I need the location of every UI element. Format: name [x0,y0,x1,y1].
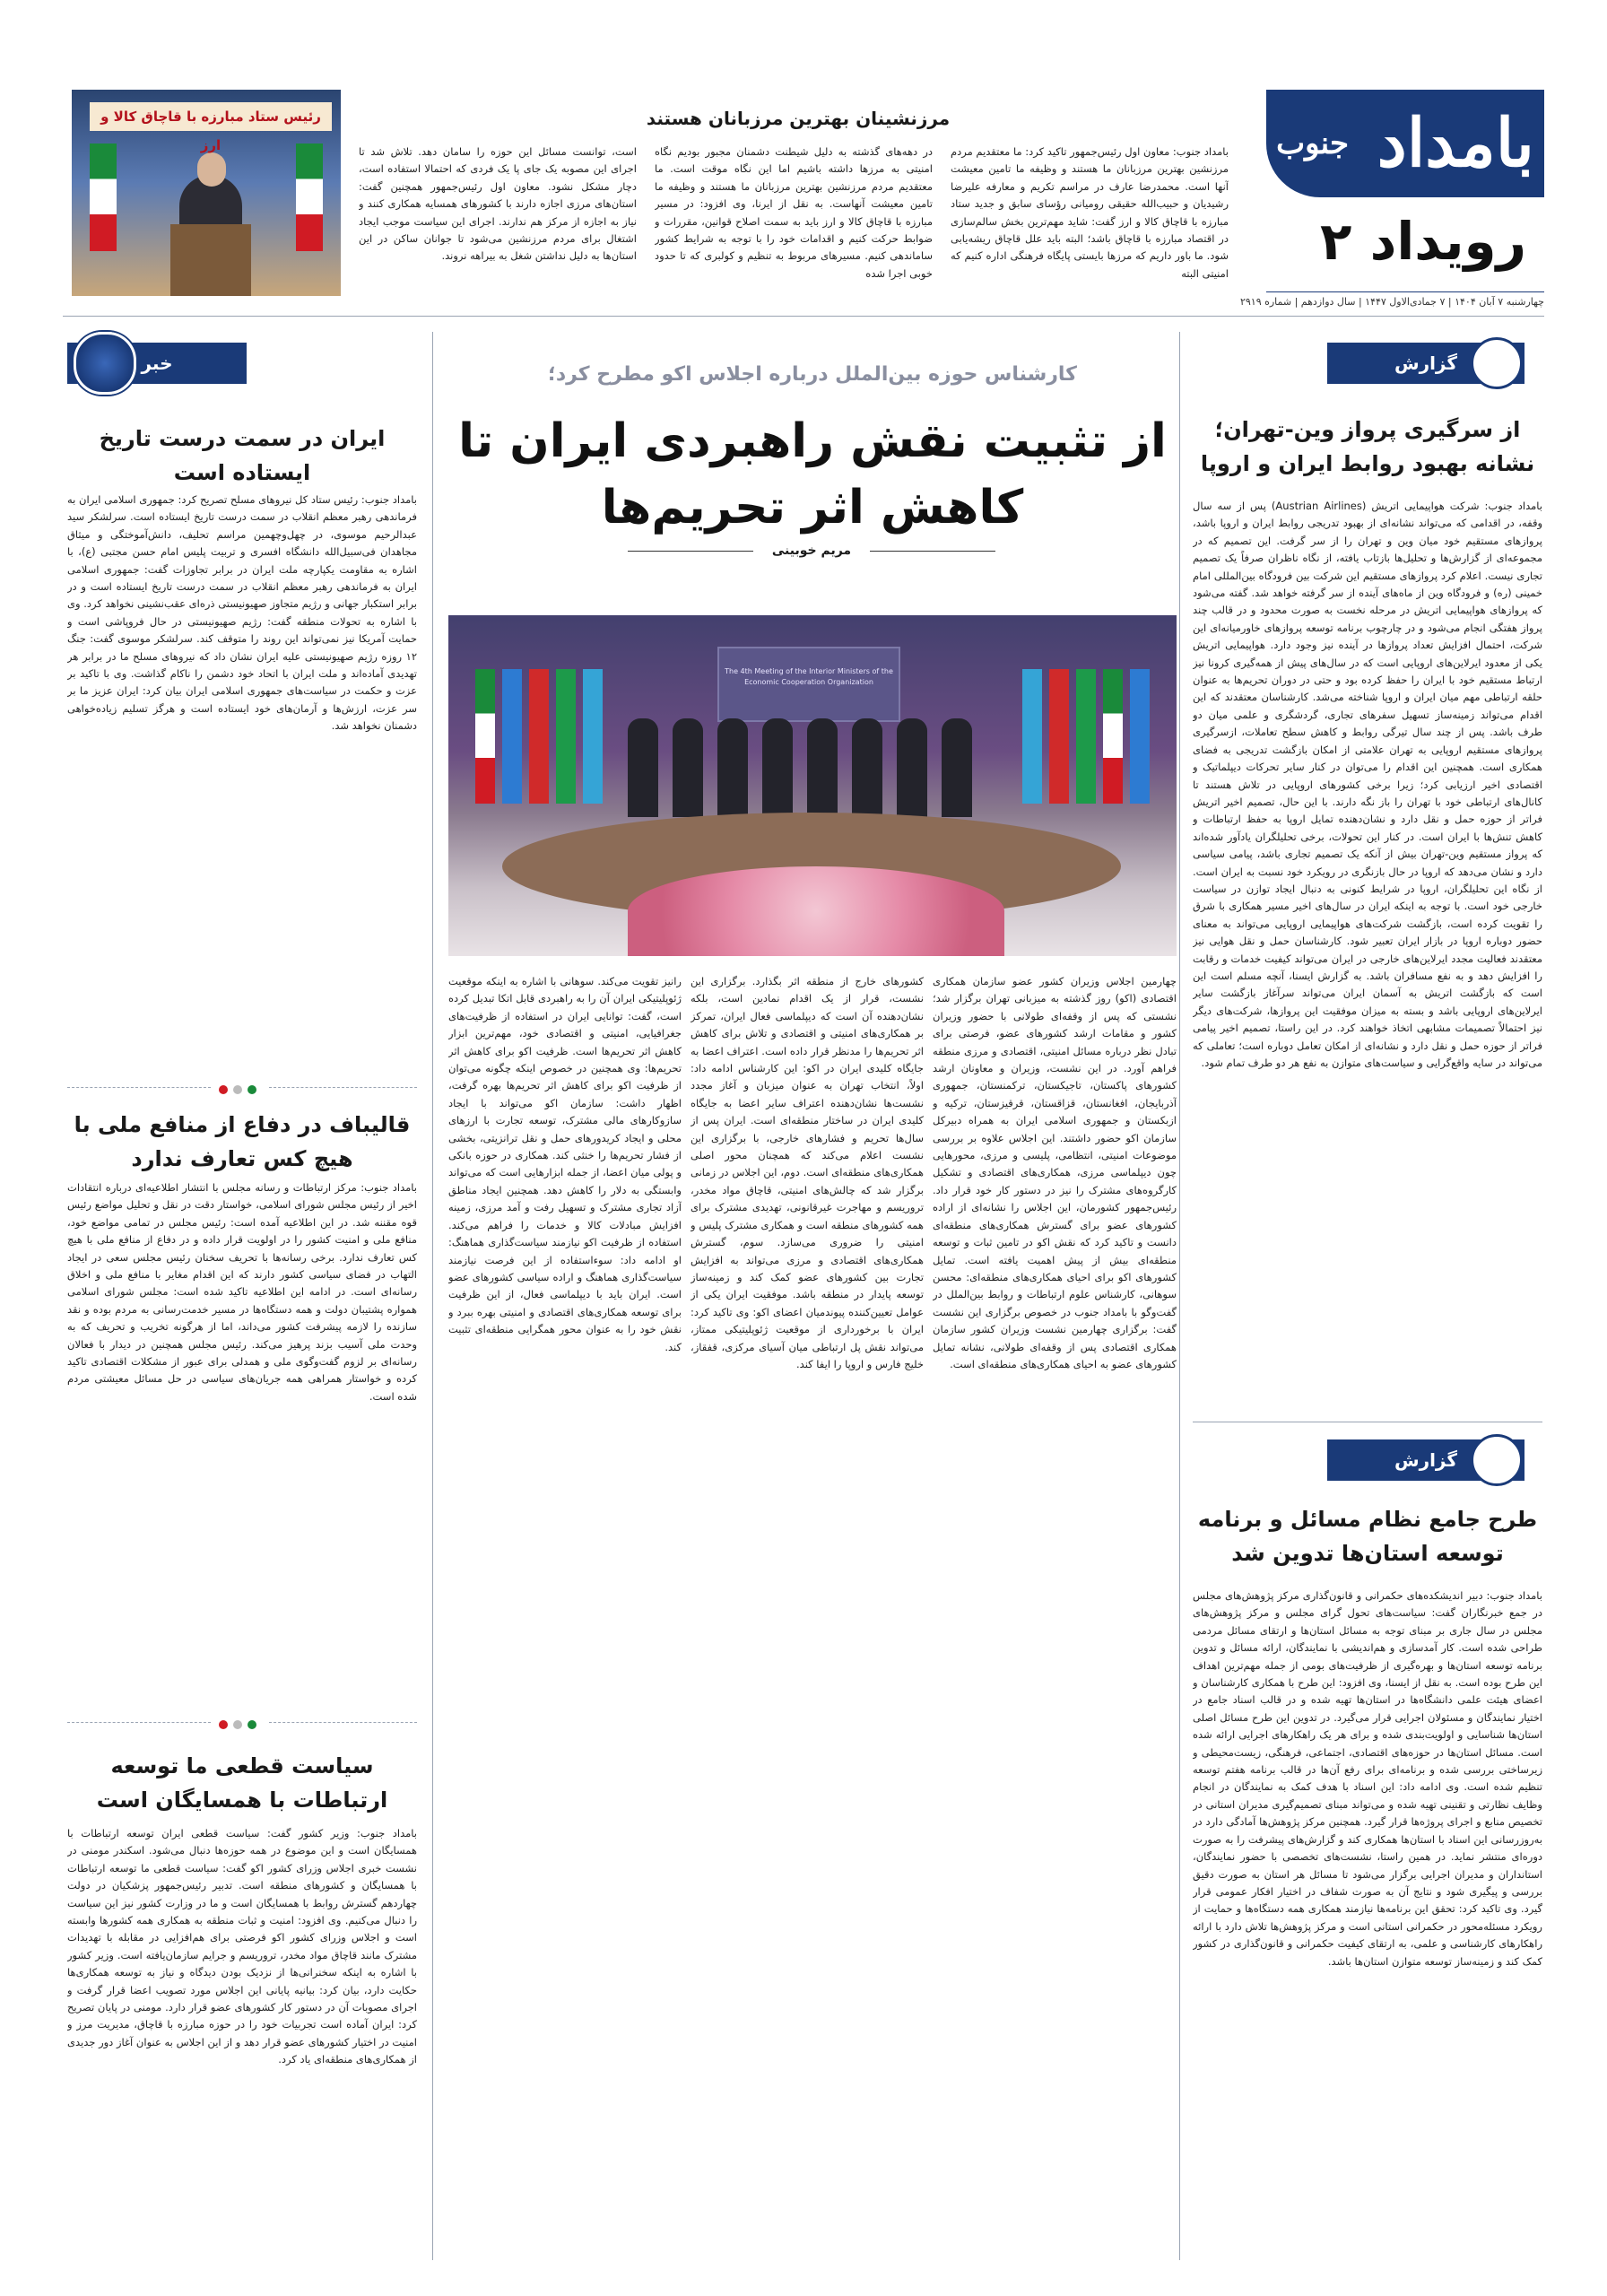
dot-green [248,1085,256,1094]
report-badge-label: گزارش [1394,352,1458,374]
delegate-figure [717,718,748,817]
top-story-photo [72,90,341,296]
news1-headline: ایران در سمت درست تاریخ ایستاده است [99,426,386,485]
report-icon [1471,337,1523,389]
news3-headline: سیاست قطعی ما توسعه ارتباطات با همسایگان است [96,1753,388,1813]
flower-arrangement [628,866,1004,956]
news1-body: بامداد جنوب: رئیس ستاد کل نیروهای مسلح تصریح کرد: جمهوری اسلامی ایران به فرماندهی رهبر معظم انقلاب در سمت درست تاریخ ایستاده است. سرلشکر سید عبدالرحیم موسوی، در چهل‌وچهمین مراسم تحلیف، دانش‌آموختگی و میثاق مجاهدان فی‌سبیل‌الله دانشگاه افسری و تربیت پلیس امام حسن مجتبی (ع)، با اشاره به مقاومت یکپارچه ملت ایران در برابر تجاوزات گفت: جمهوری اسلامی ایران به فرماندهی رهبر معظم انقلاب در سمت درست تاریخ ایستاده است و در برابر استکبار جهانی و رژیم متجاوز صهیونیستی ذره‌ای عقب‌نشینی نخواهد کرد. وی با اشاره به تحولات منطقه گفت: رژیم صهیونیستی در حال فروپاشی است و حمایت آمریکا نیز نمی‌تواند این روند را متوقف کند. سرلشکر موسوی گفت: جنگ ۱۲ روزه رژیم صهیونیستی علیه ایران نشان داد که نیروهای مسلح ما در برابر هر تهدیدی آماده‌اند و ملت ایران با اتحاد خود دشمن را ناکام گذاشت. وی با تاکید بر عزت و حکمت در سیاست‌های جمهوری اسلامی ایران بیان کرد: ایران عزیز ما بر سر عزت، ارزش‌ها و آرمان‌های خود ایستاده است و هرگز تسلیم زیاده‌خواهی دشمنان نخواهد شد. [67,493,417,733]
tricolor-dots [211,1716,265,1733]
top-story-col-3: است، توانست مسائل این حوزه را سامان دهد. تلاش شد تا اجرای این مصوبه یک جای پا یک فردی که احتمالا استفاده است، دچار مشکل نشود. معاون اول رئیس‌جمهور همچنین گفت: استان‌های مرزی اجازه دارند با کشورهای همسایه همکاری کنند و نیاز به اجازه از مرکز هم ندارند. اجرای این سیاست موجب ایجاد اشتغال برای مردم مرزنشین می‌شود تا جوانان ساکن در این استان‌ها به دلیل نداشتن شغل به بیراهه نروند. [359,145,637,263]
delegate-figure [807,718,838,817]
news3-body: بامداد جنوب: وزیر کشور گفت: سیاست قطعی ایران توسعه ارتباطات با همسایگان است و این موضوع در همه حوزه‌ها دنبال می‌شود. اسکندر مومنی در نشست خبری اجلاس وزرای کشور اکو گفت: سیاست قطعی ما توسعه ارتباطات با همسایگان و کشورهای منطقه است. تدبیر رئیس‌جمهور پزشکیان در دولت چهاردهم گسترش روابط با همسایگان است و ما در وزارت کشور نیز این سیاست را دنبال می‌کنیم. وی افزود: امنیت و ثبات منطقه به همکاری همه کشورها وابسته است و اجلاس وزرای کشور اکو فرصتی برای هم‌افزایی در مقابله با تهدیدات مشترک مانند قاچاق مواد مخدر، تروریسم و جرایم سازمان‌یافته است. وزیر کشور با اشاره به اینکه سخنرانی‌ها از نزدیک بودن دیدگاه و نیاز به توسعه همکاری‌ها حکایت دارد، بیان کرد: بیانیه پایانی این اجلاس مورد تصویب اعضا قرار گرفت و اجرای مصوبات آن در دستور کار کشورهای عضو قرار دارد. مومنی در پایان تصریح کرد: ایران آماده است تجربیات خود را در حوزه مبارزه با قاچاق، مدیریت مرز و امنیت در اختیار کشورهای عضو قرار دهد و از این اجلاس به عنوان آغاز دور جدیدی از همکاری‌های منطقه‌ای یاد کرد. [67,1827,417,2066]
main-headline: از تثبیت نقش راهبردی ایران تا کاهش اثر تحریم‌ها [458,414,1167,535]
divider [67,1722,211,1724]
report-badge-label: گزارش [1394,1449,1458,1471]
report-icon [1471,1434,1523,1486]
column-divider [1179,332,1180,2260]
main-col-2: کشورهای خارج از منطقه اثر بگذارد. برگزاری این نشست، قرار از یک اقدام نمادین است، بلکه نشان‌دهنده آن است که دیپلماسی فعال ایران، تمرکز بر همکاری‌های امنیتی و اقتصادی و تلاش برای کاهش اثر تحریم‌ها را مدنظر قرار داده است. اعتراف اعضا به جایگاه کلیدی ایران در اکو: این کارشناس ادامه داد: اولاً، انتخاب تهران به عنوان میزبان و آغاز مجدد نشست‌ها نشان‌دهنده اعتراف سایر اعضا به جایگاه کلیدی ایران در ساختار منطقه‌ای است. ایران پس از سال‌ها تحریم و فشارهای خارجی، با برگزاری این نشست اعلام می‌کند که همچنان محور اصلی همکاری‌های منطقه‌ای است. دوم، این اجلاس در زمانی برگزار شد که چالش‌های امنیتی، قاچاق مواد مخدر، تروریسم و مهاجرت غیرقانونی، تهدیدی مشترک برای همه کشورهای منطقه است و همکاری مشترک پلیس و امنیتی را ضروری می‌سازد. سوم، گسترش همکاری‌های اقتصادی و مرزی می‌تواند به افزایش تجارت بین کشورهای عضو کمک کند و زمینه‌ساز توسعه پایدار در منطقه باشد. موفقیت ایران یکی از عوامل تعیین‌کننده پیوندمیان اعضای اکو: وی تاکید کرد: ایران با برخورداری از موقعیت ژئوپلیتیکی ممتاز، می‌تواند نقش پل ارتباطی میان آسیای مرکزی، قفقاز، خلیج فارس و اروپا را ایفا کند. [691,975,924,1370]
top-story-col-1: بامداد جنوب: معاون اول رئیس‌جمهور تاکید کرد: ما معتقدیم مردم مرزنشین بهترین مرزبانان ما هستند و وظیفه ما تامین معیشت آنها است. محمدرضا عارف در مراسم تکریم و معارفه علیرضا رشیدیان و حبیب‌الله حقیقی رومیانی رؤسای سابق و جدید ستاد مبارزه با قاچاق کالا و ارز گفت: شاید مهم‌ترین بخش سالم‌سازی در اقتصاد مبارزه با قاچاق باشد؛ البته باید علل قاچاق ریشه‌یابی شود. ما باور داریم که مرزها بایستی پایگاه فرهنگی اداره کنیم که امنیتی البته [951,145,1229,280]
delegate-figure [852,718,882,817]
top-story-col-2: در دهه‌های گذشته به دلیل شیطنت دشمنان مجبور بودیم نگاه امنیتی به مرزها داشته باشیم اما این نگاه موقت است. ما معتقدیم مردم مرزنشین بهترین مرزبانان ما هستند و وظیفه ما تامین معیشت آنهاست. به نقل از ایرنا، وی افزود: در مسیر مبارزه با قاچاق کالا و ارز باید به سمت اصلاح قوانین، مقررات و ضوابط حرکت کنیم و اقدامات خود را با توجه به شرایط کشور ساماندهی کنیم. مسیرهای مربوط به تنظیم و کولبری که تا حدود خوبی اجرا شده [655,145,933,280]
flag-icon [90,144,117,251]
header-divider [63,316,1544,317]
flag-icon [296,144,323,251]
flag-icon [475,669,495,804]
podium [170,224,251,296]
news-badge-label: خبر [141,352,173,374]
delegate-figure [673,718,703,817]
brand-name: بامداد [1377,105,1534,182]
section-title: رویداد ۲ [1320,211,1526,272]
main-col-3: رانیز تقویت می‌کند. سوهانی با اشاره به اینکه موقعیت ژئوپلیتیکی ایران آن را به راهبردی قابل اتکا تبدیل کرده است، گفت: توانایی ایران در استفاده از ظرفیت‌های جغرافیایی، امنیتی و اقتصادی خود، مهم‌ترین ابزار کاهش اثر تحریم‌ها است. ظرفیت اکو برای کاهش اثر تحریم‌ها: وی همچنین در خصوص اینکه چگونه می‌توان از ظرفیت اکو برای کاهش اثر تحریم‌ها بهره گرفت، اظهار داشت: سازمان اکو می‌تواند با ایجاد سازوکارهای مالی مشترک، توسعه تجارت با ارزهای محلی و ایجاد کریدورهای حمل و نقل ترانزیتی، بخشی از فشار تحریم‌ها را خنثی کند. همکاری در حوزه بانکی و پولی میان اعضا، از جمله ابزارهایی است که می‌تواند وابستگی به دلار را کاهش دهد. همچنین ایجاد مناطق آزاد تجاری مشترک و تسهیل رفت و آمد مرزی، زمینه افزایش مبادلات کالا و خدمات را فراهم می‌کند. استفاده از ظرفیت اکو نیازمند سیاست‌گذاری هماهنگ: او ادامه داد: سوءاستفاده از این فرصت نیازمند سیاست‌گذاری هماهنگ و اراده سیاسی کشورهای عضو است. ایران باید با دیپلماسی فعال، از این ظرفیت برای توسعه همکاری‌های اقتصادی و امنیتی بهره ببرد و نقش خود را به عنوان محور همگرایی منطقه‌ای تثبیت کند. [448,975,682,1353]
dot-green [248,1720,256,1729]
news2-headline: قالیباف در دفاع از منافع ملی با هیچ کس تعارف ندارد [74,1112,411,1171]
author-name: مریم خوبینی [771,544,852,558]
flag-icon [1130,669,1150,804]
divider [67,1087,211,1089]
brand-sub: جنوب [1276,126,1349,161]
news2-body: بامداد جنوب: مرکز ارتباطات و رسانه مجلس با انتشار اطلاعیه‌ای درباره انتقادات اخیر از رئیس مجلس شورای اسلامی، خواستار دقت در نقل و تحلیل مواضع رئیس قوه مقننه شد. در این اطلاعیه آمده است: رئیس مجلس در تمامی مواضع خود، منافع ملی و امنیت کشور را در اولویت قرار داده و در دفاع از منافع ملی با هیچ کس تعارف ندارد. برخی رسانه‌ها با تحریف سخنان رئیس مجلس سعی در ایجاد التهاب در فضای سیاسی کشور دارند که این اقدام مغایر با منافع ملی و اخلاق رسانه‌ای است. در ادامه این اطلاعیه تاکید شده است: مجلس شورای اسلامی همواره پشتیبان دولت و همه دستگاه‌ها در مسیر خدمت‌رسانی به مردم بوده و نقد سازنده را لازمه پیشرفت کشور می‌داند، اما از هرگونه تخریب و تحریف که به وحدت ملی آسیب بزند پرهیز می‌کند. رئیس مجلس همچنین در دیدار با فعالان رسانه‌ای بر لزوم گفت‌وگوی ملی و همدلی برای عبور از مشکلات اقتصادی تاکید کرده و خواستار همراهی همه جریان‌های سیاسی در حل مسائل معیشتی مردم شده است. [67,1181,417,1403]
report1-headline: از سرگیری پرواز وین-تهران؛ نشانه بهبود روابط ایران و اروپا [1200,417,1535,476]
divider [269,1722,417,1724]
photo-caption: The 4th Meeting of the Interior Ministers of the Economic Cooperation Organization [725,667,893,686]
flag-icon [1022,669,1042,804]
globe-icon [74,332,136,395]
dot-red [219,1085,228,1094]
main-col-1: چهارمین اجلاس وزیران کشور عضو سازمان همکاری اقتصادی (اکو) روز گذشته به میزبانی تهران برگزار شد؛ نشستی که پس از وقفه‌ای طولانی با حضور وزیران کشور و مقامات ارشد کشورهای عضو، فرصتی برای تبادل نظر درباره مسائل امنیتی، اقتصادی و مرزی منطقه فراهم آورد. در این نشست، وزیران و معاونان ارشد کشورهای پاکستان، تاجیکستان، ترکمنستان، جمهوری آذربایجان، افغانستان، قزاقستان، قرقیزستان، ترکیه و ازبکستان و جمهوری اسلامی ایران به همراه دبیرکل سازمان اکو حضور داشتند. این اجلاس علاوه بر بررسی موضوعات امنیتی، انتظامی، پلیسی و مرزی، محورهایی چون دیپلماسی مرزی، همکاری‌های اقتصادی و تشکیل کارگروه‌های مشترک را نیز در دستور کار خود قرار داد. رئیس‌جمهور کشورمان، این اجلاس را نشانه‌ای از اراده کشورهای عضو برای گسترش همکاری‌های منطقه‌ای دانست و تاکید کرد که نقش اکو در تامین ثبات و توسعه منطقه‌ای بیش از پیش اهمیت یافته است. تمایل کشورهای اکو برای احیای همکاری‌های منطقه‌ای: محسن سوهانی، کارشناس علوم ارتباطات و روابط بین‌الملل در گفت‌وگو با بامداد جنوب در خصوص برگزاری این نشست گفت: برگزاری چهارمین نشست وزیران کشور سازمان همکاری اقتصادی پس از وقفه‌ای طولانی، نشانه تمایل کشورهای عضو به احیای همکاری‌های منطقه‌ای است. [933,975,1177,1370]
top-story [72,90,1229,305]
newspaper-logo [1266,90,1544,197]
dot-white [233,1720,242,1729]
tricolor-dots [211,1081,265,1098]
flag-icon [1076,669,1096,804]
report2-headline: طرح جامع نظام مسائل و برنامه توسعه استان‌ها تدوین شد [1197,1507,1538,1566]
dateline: چهارشنبه ۷ آبان ۱۴۰۴ | ۷ جمادی‌الاول ۱۴۴۷ | سال دوازدهم | شماره ۲۹۱۹ [1266,291,1544,308]
flag-icon [502,669,522,804]
flag-icon [1049,669,1069,804]
main-photo [448,615,1177,956]
main-byline [592,544,1031,558]
report2-body: بامداد جنوب: دبیر اندیشکده‌های حکمرانی و قانون‌گذاری مرکز پژوهش‌های مجلس در جمع خبرنگاران گفت: سیاست‌های تحول گرای مجلس و مرکز پژوهش‌های مجلس در سال جاری بر مبنای توجه به مسائل استان‌ها و ارتقای مسائل مردمی طراحی شده است. کار آمدسازی و هم‌اندیشی با نمایندگان، ارائه مسائل و تدوین برنامه توسعه استان‌ها و بهره‌گیری از ظرفیت‌های بومی از جمله مهم‌ترین اهداف این طرح بوده است. به نقل از ایسنا، وی افزود: این طرح با همکاری کارشناسان و اعضای هیئت علمی دانشگاه‌ها در استان‌ها تهیه شده و در قالب اسناد جامع در اختیار نمایندگان و مسئولان اجرایی قرار می‌گیرد. در تدوین این طرح مسائل اصلی استان‌ها شناسایی و اولویت‌بندی شده و برای هر یک راهکارهای اجرایی ارائه شده است. مسائل استان‌ها در حوزه‌های اقتصادی، اجتماعی، فرهنگی، زیست‌محیطی و زیرساختی بررسی شده و برنامه‌ای برای رفع آن‌ها در قالب برنامه هفتم توسعه تنظیم شده است. وی ادامه داد: این اسناد با هدف کمک به نمایندگان در انجام وظایف نظارتی و تقنینی تهیه شده و می‌تواند مبنای تصمیم‌گیری مدیران استانی در تخصیص منابع و اجرای پروژه‌ها قرار گیرد. همچنین مرکز پژوهش‌ها آمادگی دارد در به‌روزرسانی این اسناد با استان‌ها همکاری کند و گزارش‌های پیشرفت را به صورت دوره‌ای منتشر نماید. در همین راستا، نشست‌های تخصصی با حضور نمایندگان، استانداران و مدیران اجرایی برگزار می‌شود تا مسائل هر استان به صورت دقیق بررسی و پیگیری شود و نتایج آن به صورت شفاف در اختیار افکار عمومی قرار گیرد. وی تاکید کرد: تحقق این برنامه‌ها نیازمند همکاری همه دستگاه‌ها و حمایت از رویکرد مسئله‌محور در حکمرانی استانی است و مرکز پژوهش‌ها تلاش دارد با ارائه راهکارهای کارشناسی و علمی، به ارتقای کیفیت حکمرانی و قانون‌گذاری در کشور کمک کند و زمینه‌ساز توسعه متوازن استان‌ها باشد. [1193,1589,1542,1968]
delegate-figure [628,718,658,817]
delegate-figure [897,718,927,817]
flag-icon [556,669,576,804]
flag-icon [1103,669,1123,804]
top-story-headline: مرزنشینان بهترین مرزبانان هستند [646,108,951,129]
conference-screen [717,647,900,722]
divider [269,1087,417,1089]
delegate-figure [942,718,972,817]
dot-white [233,1085,242,1094]
masthead [1239,90,1544,309]
photo-banner: رئیس ستاد مبارزه با قاچاق کالا و ارز [90,102,332,131]
delegate-figure [762,718,793,817]
main-kicker: کارشناس حوزه بین‌الملل درباره اجلاس اکو مطرح کرد؛ [548,363,1077,386]
dot-red [219,1720,228,1729]
flag-icon [583,669,603,804]
report1-body: بامداد جنوب: شرکت هواپیمایی اتریش (Austrian Airlines) پس از سه سال وقفه، در اقدامی که می‌تواند نشانه‌ای از بهبود تدریجی روابط ایران و اروپا باشد، پروازهای مستقیم خود میان وین و تهران را از سر گرفت. این تصمیم که در مجموعه‌ای از گزارش‌ها و تحلیل‌ها بازتاب یافته، از نگاه ناظران صرفاً یک تصمیم تجاری نیست. اعلام کرد پروازهای مستقیم این شرکت بین فرودگاه بین‌المللی امام خمینی (ره) و فرودگاه وین از ماه‌های آینده از سر گرفته خواهد شد. گفته می‌شود که پروازهای هواپیمایی اتریش در مرحله نخست به صورت محدود و در قالب چند پرواز هفتگی انجام می‌شود و در چارچوب برنامه توسعه پروازهای خاورمیانه‌ای این شرکت، احتمال افزایش تعداد پروازها در آینده نیز وجود دارد. هواپیمایی اتریش یکی از معدود ایرلاین‌های اروپایی است که در سال‌های پیش از همه‌گیری کرونا نیز ارتباط مستقیم خود با ایران را حفظ کرده بود و حتی در دوران تحریم‌ها به عنوان حلقه ارتباطی مهم میان ایران و اروپا شناخته می‌شد. کارشناسان معتقدند که این اقدام می‌تواند زمینه‌ساز تسهیل سفرهای تجاری، گردشگری و علمی میان دو طرف باشد. پس از چند سال تیرگی روابط و کاهش سطح تعاملات، ازسرگیری پروازهای مستقیم اروپایی به تهران علامتی از امکان بازگشت تدریجی به فضای همکاری است. همچنین این اقدام را می‌توان در کنار سایر تحرکات دیپلماتیک و اقتصادی اخیر ارزیابی کرد؛ زیرا برخی کشورهای اروپایی در تلاش هستند تا کانال‌های ارتباطی خود با تهران را باز نگه دارند. با این حال، تصمیم اخیر اتریش فراتر از حوزه حمل و نقل دارد و نشان‌دهنده تمایل اروپا به حفظ ارتباطات و کاهش تنش‌ها با ایران است. در کنار این تحولات، برخی تحلیلگران یادآور شده‌اند که پرواز مستقیم وین-تهران بیش از آنکه یک تصمیم تجاری باشد، پیامی سیاسی دارد و نشان می‌دهد که اروپا در حال بازنگری در رویکرد خود نسبت به ایران است. از نگاه این تحلیلگران، اروپا در شرایط کنونی به دنبال ایجاد توازن در سیاست خارجی خود است. با توجه به اینکه ایران در سال‌های اخیر مسیر همکاری با شرق را تقویت کرده است، بازگشت شرکت‌های هواپیمایی اروپایی می‌تواند به معنای حضور دوباره اروپا در بازار ایران تعبیر شود. کارشناسان حمل و نقل هوایی نیز معتقدند فعالیت مجدد ایرلاین‌های خارجی در ایران می‌تواند کیفیت خدمات و رقابت را افزایش دهد و به نفع مسافران باشد. به گزارش ایسنا، آنچه مسلم است این است که بازگشت اتریش به آسمان ایران می‌تواند سرآغاز بازگشت سایر ایرلاین‌های اروپایی باشد و بسته به میزان موفقیت این پروازها، شرکت‌های دیگر نیز احتمالاً تصمیمات مشابهی اتخاذ خواهند کرد. در این راستا، تصمیم اخیر پیامی فراتر از حوزه حمل و نقل دارد و نشانه‌ای از امکان تعامل دوباره است؛ تعاملی که می‌تواند در سایه واقع‌گرایی و سیاست‌های متوازن به نفع هر دو طرف تمام شود. [1193,500,1542,1069]
flag-icon [529,669,549,804]
column-divider [432,332,433,2260]
